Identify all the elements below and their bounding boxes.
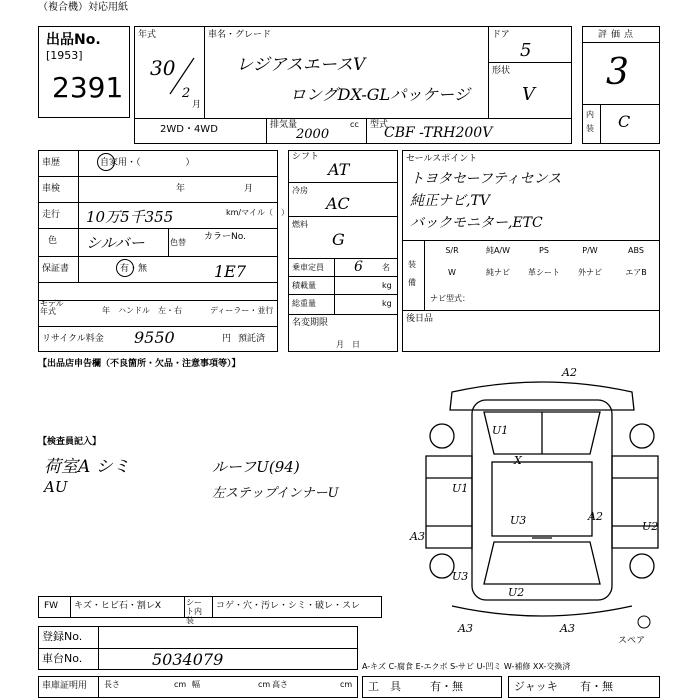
warranty-label: 保証書: [42, 264, 70, 274]
rear-label: 後日品: [406, 314, 434, 324]
deadline-label: 名変期限: [292, 318, 329, 328]
legend-codes: A-キズ C-腐食 E-エクボ S-サビ U-凹ミ W-補修 XX-交換済: [362, 662, 571, 671]
inspection-year-unit: 年: [176, 184, 186, 194]
car-left-side: [426, 456, 472, 548]
equipment-chip-row1-2: 純A/W: [485, 246, 511, 255]
chassis-value: 5034079: [152, 650, 224, 669]
inspection-month-unit: 月: [244, 184, 254, 194]
cert-height: 高さ: [272, 680, 288, 689]
capacity-value: 6: [354, 259, 363, 275]
model-year-suffix: 年: [102, 306, 110, 315]
chassis-label: 車台No.: [42, 652, 83, 665]
exhibit-number: 2391: [52, 71, 124, 104]
model-label: 型式: [370, 120, 389, 130]
wheel-front-left: [430, 424, 454, 448]
inspector-note-2b: 左ステップインナーU: [212, 486, 339, 501]
exhibit-label: 出品No.: [46, 32, 101, 48]
ac-label: 冷房: [292, 186, 308, 195]
equipment-chip-row2-1: W: [448, 268, 456, 277]
mileage-label: 走行: [42, 210, 61, 220]
model-year-label: モデル年式: [40, 299, 64, 316]
door-value: 5: [520, 40, 532, 61]
equipment-chip-row2-4: 外ナビ: [578, 268, 602, 277]
model-value: CBF -TRH200V: [384, 125, 493, 141]
mark-1: A2: [562, 366, 577, 379]
reg-label: 登録No.: [42, 630, 83, 643]
grade-value: ロングDX-GLパッケージ: [290, 85, 470, 104]
deadline-date: 月 日: [336, 340, 360, 349]
car-diagram: [410, 366, 672, 635]
year-month-unit: 月: [192, 100, 202, 110]
mark-3: X: [514, 454, 522, 467]
displacement-value: 2000: [296, 127, 330, 142]
legend-damage: キズ・ヒビ石・割レX: [74, 601, 161, 611]
mark-7: U2: [642, 520, 659, 533]
mark-8: A3: [410, 530, 425, 543]
cert-height-unit: cm: [340, 680, 353, 689]
weight-label: 総重量: [292, 299, 316, 308]
drive-label: 2WD・4WD: [160, 124, 218, 135]
car-cabin: [492, 462, 592, 536]
load-label: 積載量: [292, 281, 316, 290]
year-value: 30: [150, 56, 176, 80]
cc-unit: cc: [350, 120, 359, 129]
equipment-chip-row2-5: エアB: [625, 268, 647, 277]
usage-label: 車歴: [42, 158, 61, 168]
exhibit-small-number: [1953]: [46, 49, 83, 62]
color-no-value: 1E7: [214, 262, 247, 281]
equipment-chip-row1-4: P/W: [582, 246, 598, 255]
car-right-side: [612, 456, 658, 548]
ac-value: AC: [326, 194, 350, 213]
jack-label: ジャッキ: [514, 680, 558, 693]
car-bottom: [452, 606, 632, 616]
equipment-chip-row1-3: PS: [539, 246, 549, 255]
sales-line-2: 純正ナビ,TV: [410, 193, 490, 209]
interior-value: C: [618, 112, 631, 131]
history-block: [38, 150, 278, 352]
mark-10: U2: [508, 586, 525, 599]
cert-length-unit: cm: [174, 680, 187, 689]
tools-label: 工 具: [368, 680, 401, 693]
year-label: 年式: [138, 30, 157, 40]
usage-text: 自家用・（ ）: [100, 158, 195, 168]
shift-label: シフト: [292, 152, 320, 162]
equipment-chip-row2-2: 純ナビ: [486, 268, 510, 277]
mileage-value: 10万5千355: [86, 208, 174, 226]
fuel-value: G: [332, 230, 345, 249]
year-month-value: 2: [182, 86, 191, 101]
mark-6: A2: [588, 510, 603, 523]
mark-2: U1: [492, 424, 509, 437]
mark-12: A3: [560, 622, 575, 635]
cert-length: 長さ: [104, 680, 120, 689]
cert-label: 車庫証明用: [42, 681, 88, 691]
inspector-note-1b: ルーフU(94): [212, 458, 300, 476]
mark-5: U3: [510, 514, 527, 527]
color-change-label: 色替: [170, 238, 186, 247]
handle-label: ハンドル 左・右: [118, 306, 182, 315]
car-rear: [484, 542, 600, 584]
shape-label: 形状: [492, 66, 511, 76]
load-unit: kg: [382, 281, 392, 290]
mileage-units: km/マイル（ ）: [226, 208, 289, 217]
capacity-unit: 名: [382, 263, 390, 272]
spare-label: スペア: [618, 636, 646, 646]
capacity-label: 乗車定員: [292, 263, 324, 272]
color-label: 色: [48, 236, 58, 246]
car-roof-outline: [450, 382, 634, 410]
inspector-label: 【検査員記入】: [38, 437, 102, 447]
displacement-label: 排気量: [270, 120, 298, 130]
fuel-label: 燃料: [292, 220, 308, 229]
spare-tire: [638, 616, 650, 628]
legend-sheet: シート内装: [186, 598, 202, 625]
equipment-chip-row1-5: ABS: [628, 246, 644, 255]
legend-fw: FW: [44, 601, 59, 611]
shift-value: AT: [328, 160, 350, 179]
score-label: 評価点: [598, 30, 638, 40]
weight-unit: kg: [382, 299, 392, 308]
mark-9: U3: [452, 570, 469, 583]
mark-4: U1: [452, 482, 469, 495]
warranty-options: 有・無: [120, 264, 148, 274]
warranty-circle: [116, 259, 134, 277]
door-label: ドア: [492, 30, 510, 40]
inspection-label: 車検: [42, 184, 61, 194]
score-value: 3: [606, 52, 629, 93]
wheel-rear-left: [430, 554, 454, 578]
mark-11: A3: [458, 622, 473, 635]
form-top-line: （複合機）対応用紙: [38, 2, 128, 13]
shape-value: V: [522, 84, 535, 105]
declaration-label: 【出品店申告欄（不良箇所・欠品・注意事項等）】: [38, 359, 241, 369]
recycle-value: 9550: [134, 328, 175, 347]
cert-width: 幅: [192, 680, 200, 689]
name-label: 車名・グレード: [208, 30, 272, 40]
sales-label: セールスポイント: [406, 154, 478, 164]
equipment-chip-row2-3: 革シート: [528, 268, 560, 277]
usage-circle: [97, 153, 115, 171]
equipment-chip-row1-1: S/R: [445, 246, 459, 255]
recycle-label: リサイクル料金: [42, 334, 104, 344]
jack-value: 有・無: [580, 680, 613, 693]
sales-line-1: トヨタセーフティセンス: [410, 171, 562, 187]
color-value: シルバー: [86, 234, 145, 252]
wheel-front-right: [630, 424, 654, 448]
inspector-note-2a: AU: [44, 478, 68, 496]
navi-label: ナビ型式：: [430, 294, 470, 303]
recycle-unit: 円: [222, 334, 232, 344]
wheel-rear-right: [630, 554, 654, 578]
dealer-label: ディーラー・並行: [210, 306, 274, 315]
recycle-status: 預託済: [238, 334, 266, 344]
equipment-label: 装備: [408, 260, 416, 287]
color-no-label: カラーNo.: [204, 232, 246, 242]
inspector-note-1a: 荷室A シミ: [44, 457, 130, 477]
name-value: レジアスエースV: [236, 55, 366, 75]
interior-label: 内装: [586, 110, 594, 133]
sales-line-3: バックモニター,ETC: [410, 215, 543, 231]
tools-value: 有・無: [430, 680, 463, 693]
diagram-marks: [409, 366, 658, 635]
legend-stain: コゲ・穴・汚レ・シミ・破レ・スレ: [216, 601, 361, 611]
cert-width-unit: cm: [258, 680, 271, 689]
